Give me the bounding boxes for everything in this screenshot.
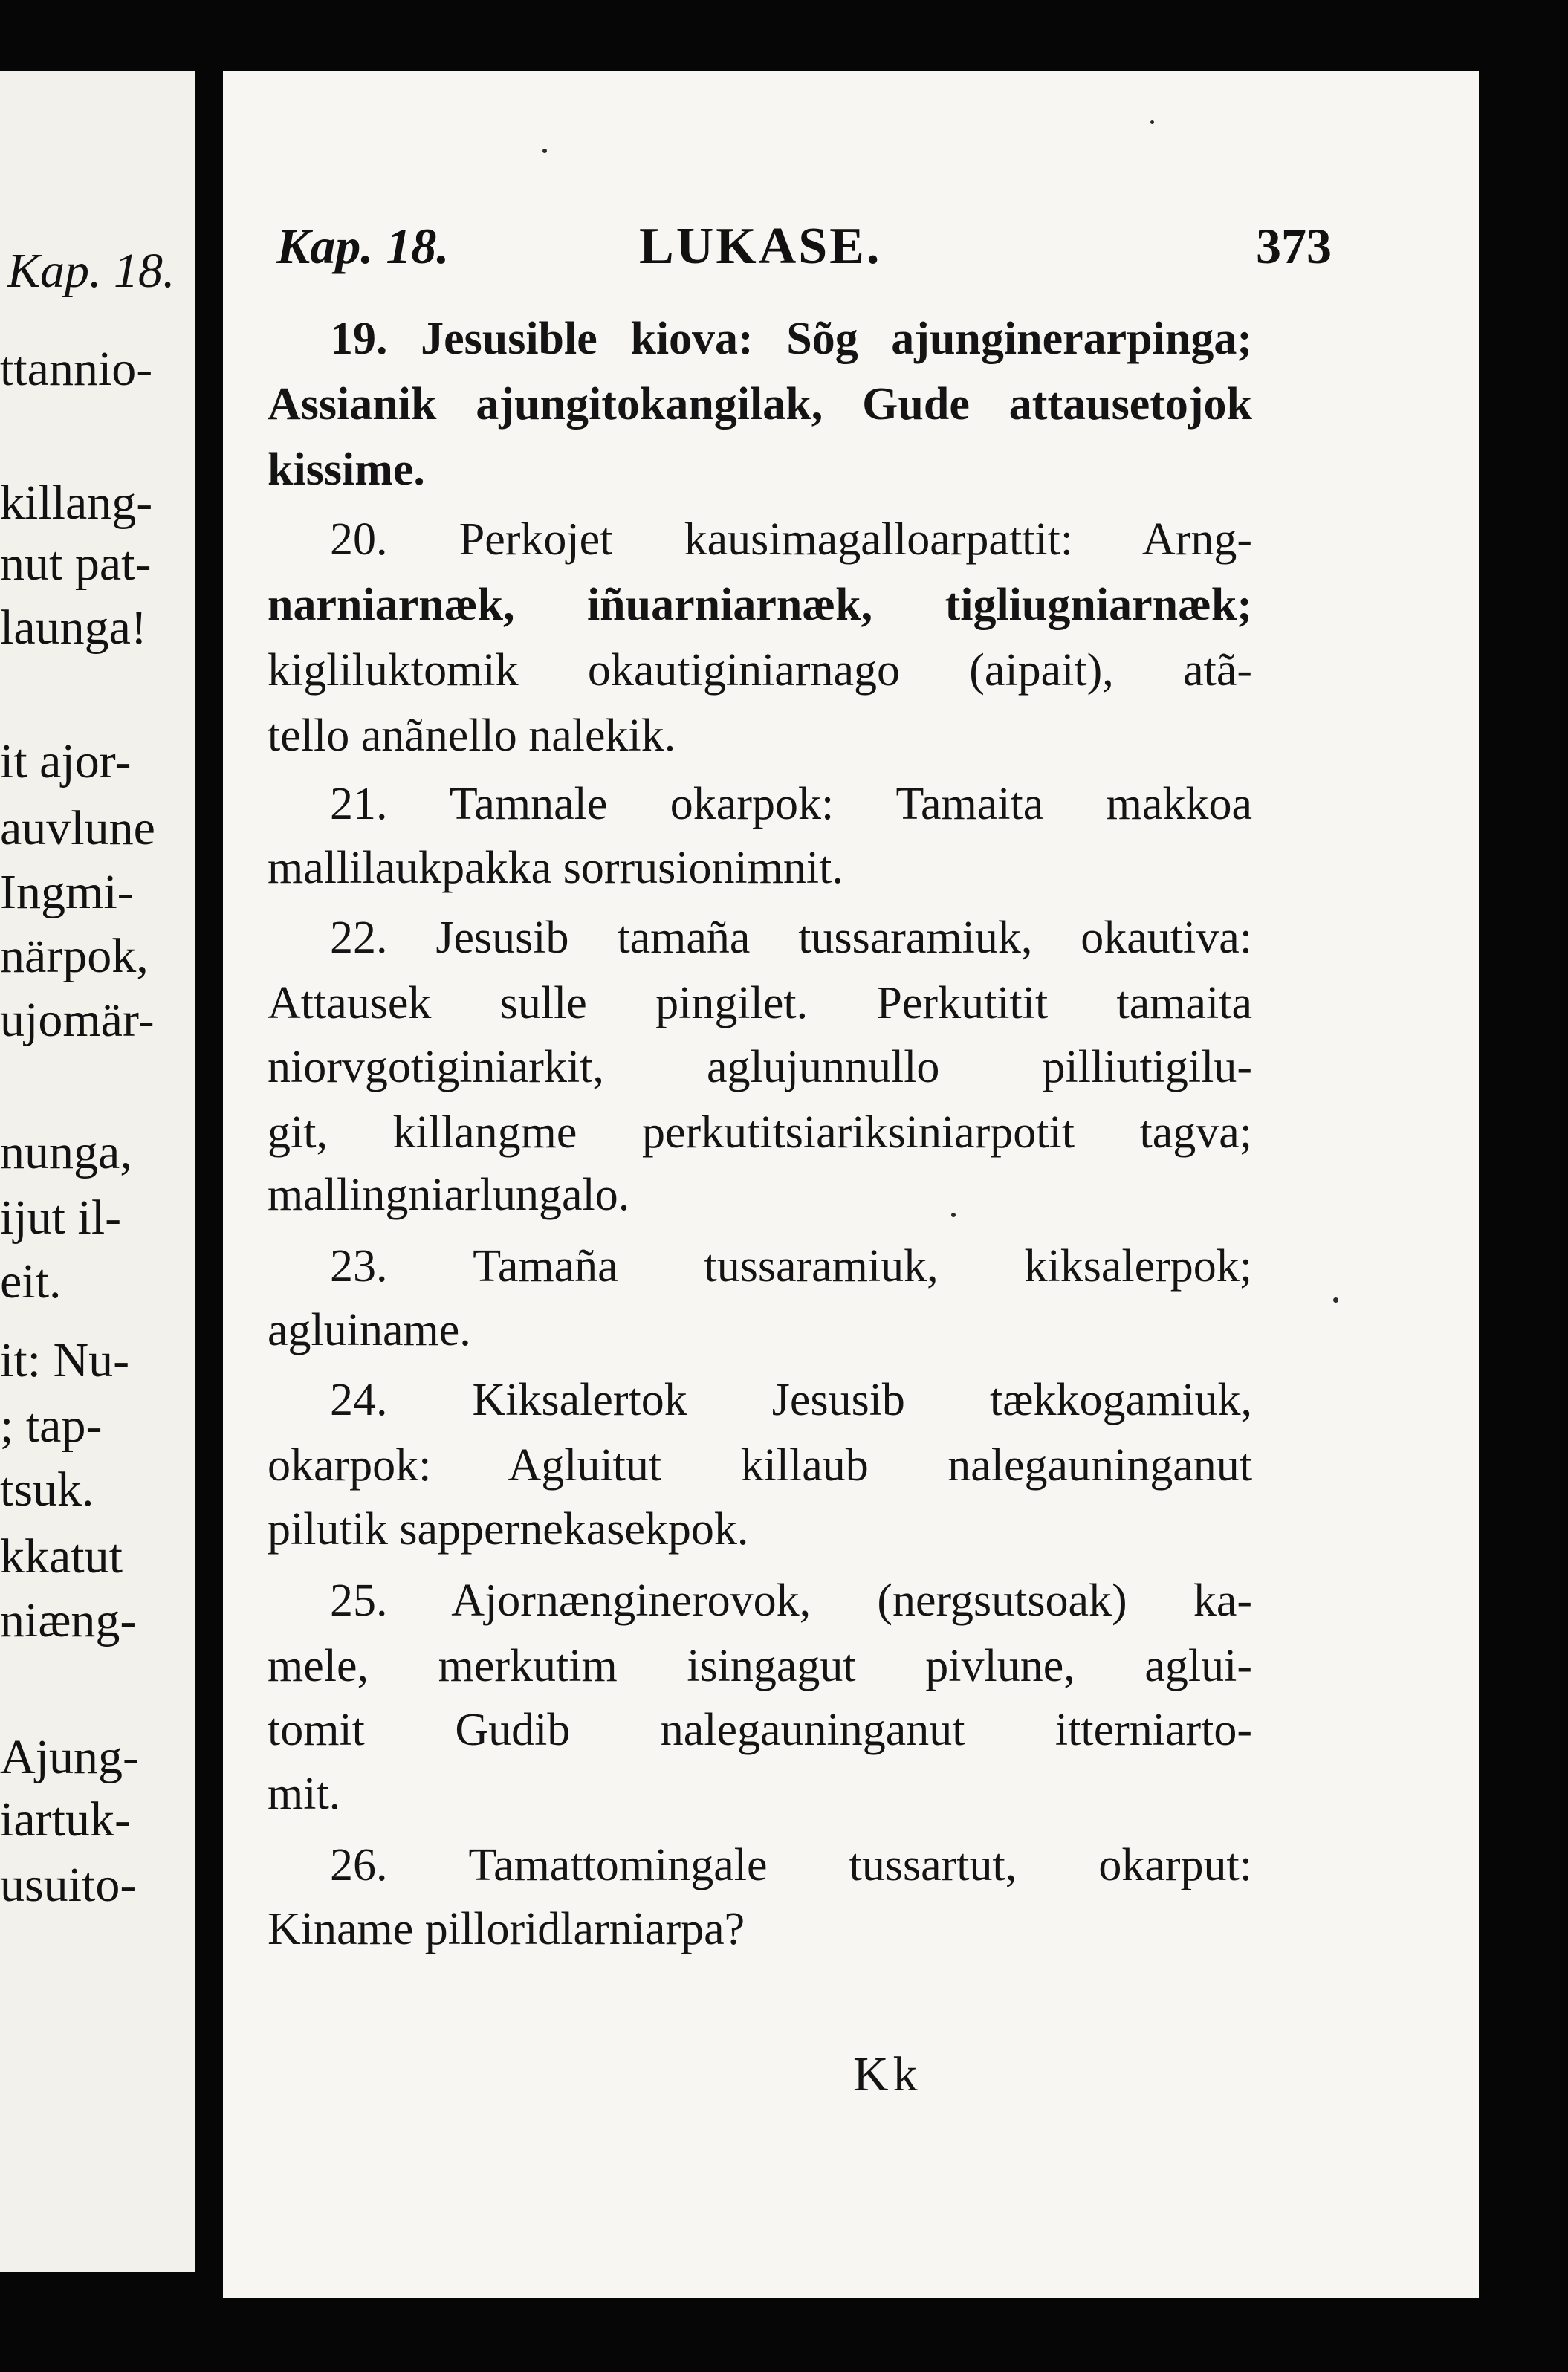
left-page-line: ; tap- xyxy=(0,1399,103,1453)
left-page-line: it: Nu- xyxy=(0,1333,130,1387)
left-page-line: usuito- xyxy=(0,1858,137,1912)
left-page-line: auvlune xyxy=(0,801,155,855)
ink-speck xyxy=(1150,120,1154,124)
verse-20-line: narniarnæk, iñuarniarnæk, tigliugniarnæk; xyxy=(268,580,1252,630)
verse-25-line: tomit Gudib nalegauninganut itterniarto- xyxy=(268,1705,1252,1755)
chapter-label: Kap. 18. xyxy=(276,218,450,274)
left-page-line: launga! xyxy=(0,600,147,655)
signature-mark: Kk xyxy=(853,2047,922,2102)
verse-25-line: 25. Ajornænginerovok, (nergsutsoak) ka- xyxy=(330,1575,1252,1626)
page-number: 373 xyxy=(1256,218,1332,274)
ink-speck xyxy=(1333,1297,1338,1303)
left-page-line: killang- xyxy=(0,476,153,530)
verse-22-line: 22. Jesusib tamaña tussaramiuk, okautiva: xyxy=(330,913,1252,963)
left-page-line: it ajor- xyxy=(0,734,132,788)
verse-24-line: 24. Kiksalertok Jesusib tækkogamiuk, xyxy=(330,1375,1252,1425)
left-page-line: tsuk. xyxy=(0,1462,94,1517)
book-title: LUKASE. xyxy=(639,218,882,275)
verse-19-line: kissime. xyxy=(268,444,425,495)
verse-22-line: niorvgotiginiarkit, aglujunnullo pilliutigilu- xyxy=(268,1042,1252,1092)
verse-21-line: mallilaukpakka sorrusionimnit. xyxy=(268,843,843,893)
left-page-line: nut pat- xyxy=(0,537,152,591)
left-page-line: ttannio- xyxy=(0,342,153,396)
verse-19-line: 19. Jesusible kiova: Sõg ajunginerarpinga; xyxy=(330,314,1252,364)
left-page-header: Kap. 18. xyxy=(7,244,175,298)
left-page-line: ijut il- xyxy=(0,1190,122,1245)
left-page-line: eit. xyxy=(0,1254,62,1309)
verse-19-line: Assianik ajungitokangilak, Gude attausetojok xyxy=(268,379,1252,430)
verse-26-line: 26. Tamattomingale tussartut, okarput: xyxy=(330,1840,1252,1890)
verse-20-line: 20. Perkojet kausimagalloarpattit: Arng- xyxy=(330,514,1252,565)
left-page-line: kkatut xyxy=(0,1529,123,1584)
previous-page-fragment xyxy=(0,71,195,2272)
verse-25-line: mit. xyxy=(268,1769,341,1819)
verse-23-line: 23. Tamaña tussaramiuk, kiksalerpok; xyxy=(330,1241,1252,1292)
left-page-line: närpok, xyxy=(0,929,149,983)
running-header xyxy=(276,217,1332,284)
verse-22-line: git, killangme perkutitsiariksiniarpotit tagva; xyxy=(268,1107,1252,1158)
verse-20-line: kigliluktomik okautiginiarnago (aipait), atã- xyxy=(268,645,1252,696)
ink-speck xyxy=(542,149,547,153)
book-page xyxy=(223,71,1479,2298)
ink-speck xyxy=(951,1213,956,1217)
left-page-line: Ajung- xyxy=(0,1730,139,1784)
left-page-line: iartuk- xyxy=(0,1792,131,1847)
left-page-line: Ingmi- xyxy=(0,865,134,919)
verse-22-line: Attausek sulle pingilet. Perkutitit tamaita xyxy=(268,978,1252,1028)
verse-20-line: tello anãnello nalekik. xyxy=(268,710,676,761)
left-page-line: ujomär- xyxy=(0,993,155,1047)
verse-24-line: okarpok: Agluitut killaub nalegauninganut xyxy=(268,1440,1252,1491)
verse-23-line: agluiname. xyxy=(268,1305,471,1355)
left-page-line: niæng- xyxy=(0,1593,137,1647)
verse-21-line: 21. Tamnale okarpok: Tamaita makkoa xyxy=(330,779,1252,829)
verse-26-line: Kiname pilloridlarniarpa? xyxy=(268,1904,745,1954)
verse-24-line: pilutik sappernekasekpok. xyxy=(268,1504,749,1555)
verse-25-line: mele, merkutim isingagut pivlune, aglui- xyxy=(268,1641,1252,1691)
left-page-line: nunga, xyxy=(0,1125,132,1179)
verse-22-line: mallingniarlungalo. xyxy=(268,1170,630,1220)
